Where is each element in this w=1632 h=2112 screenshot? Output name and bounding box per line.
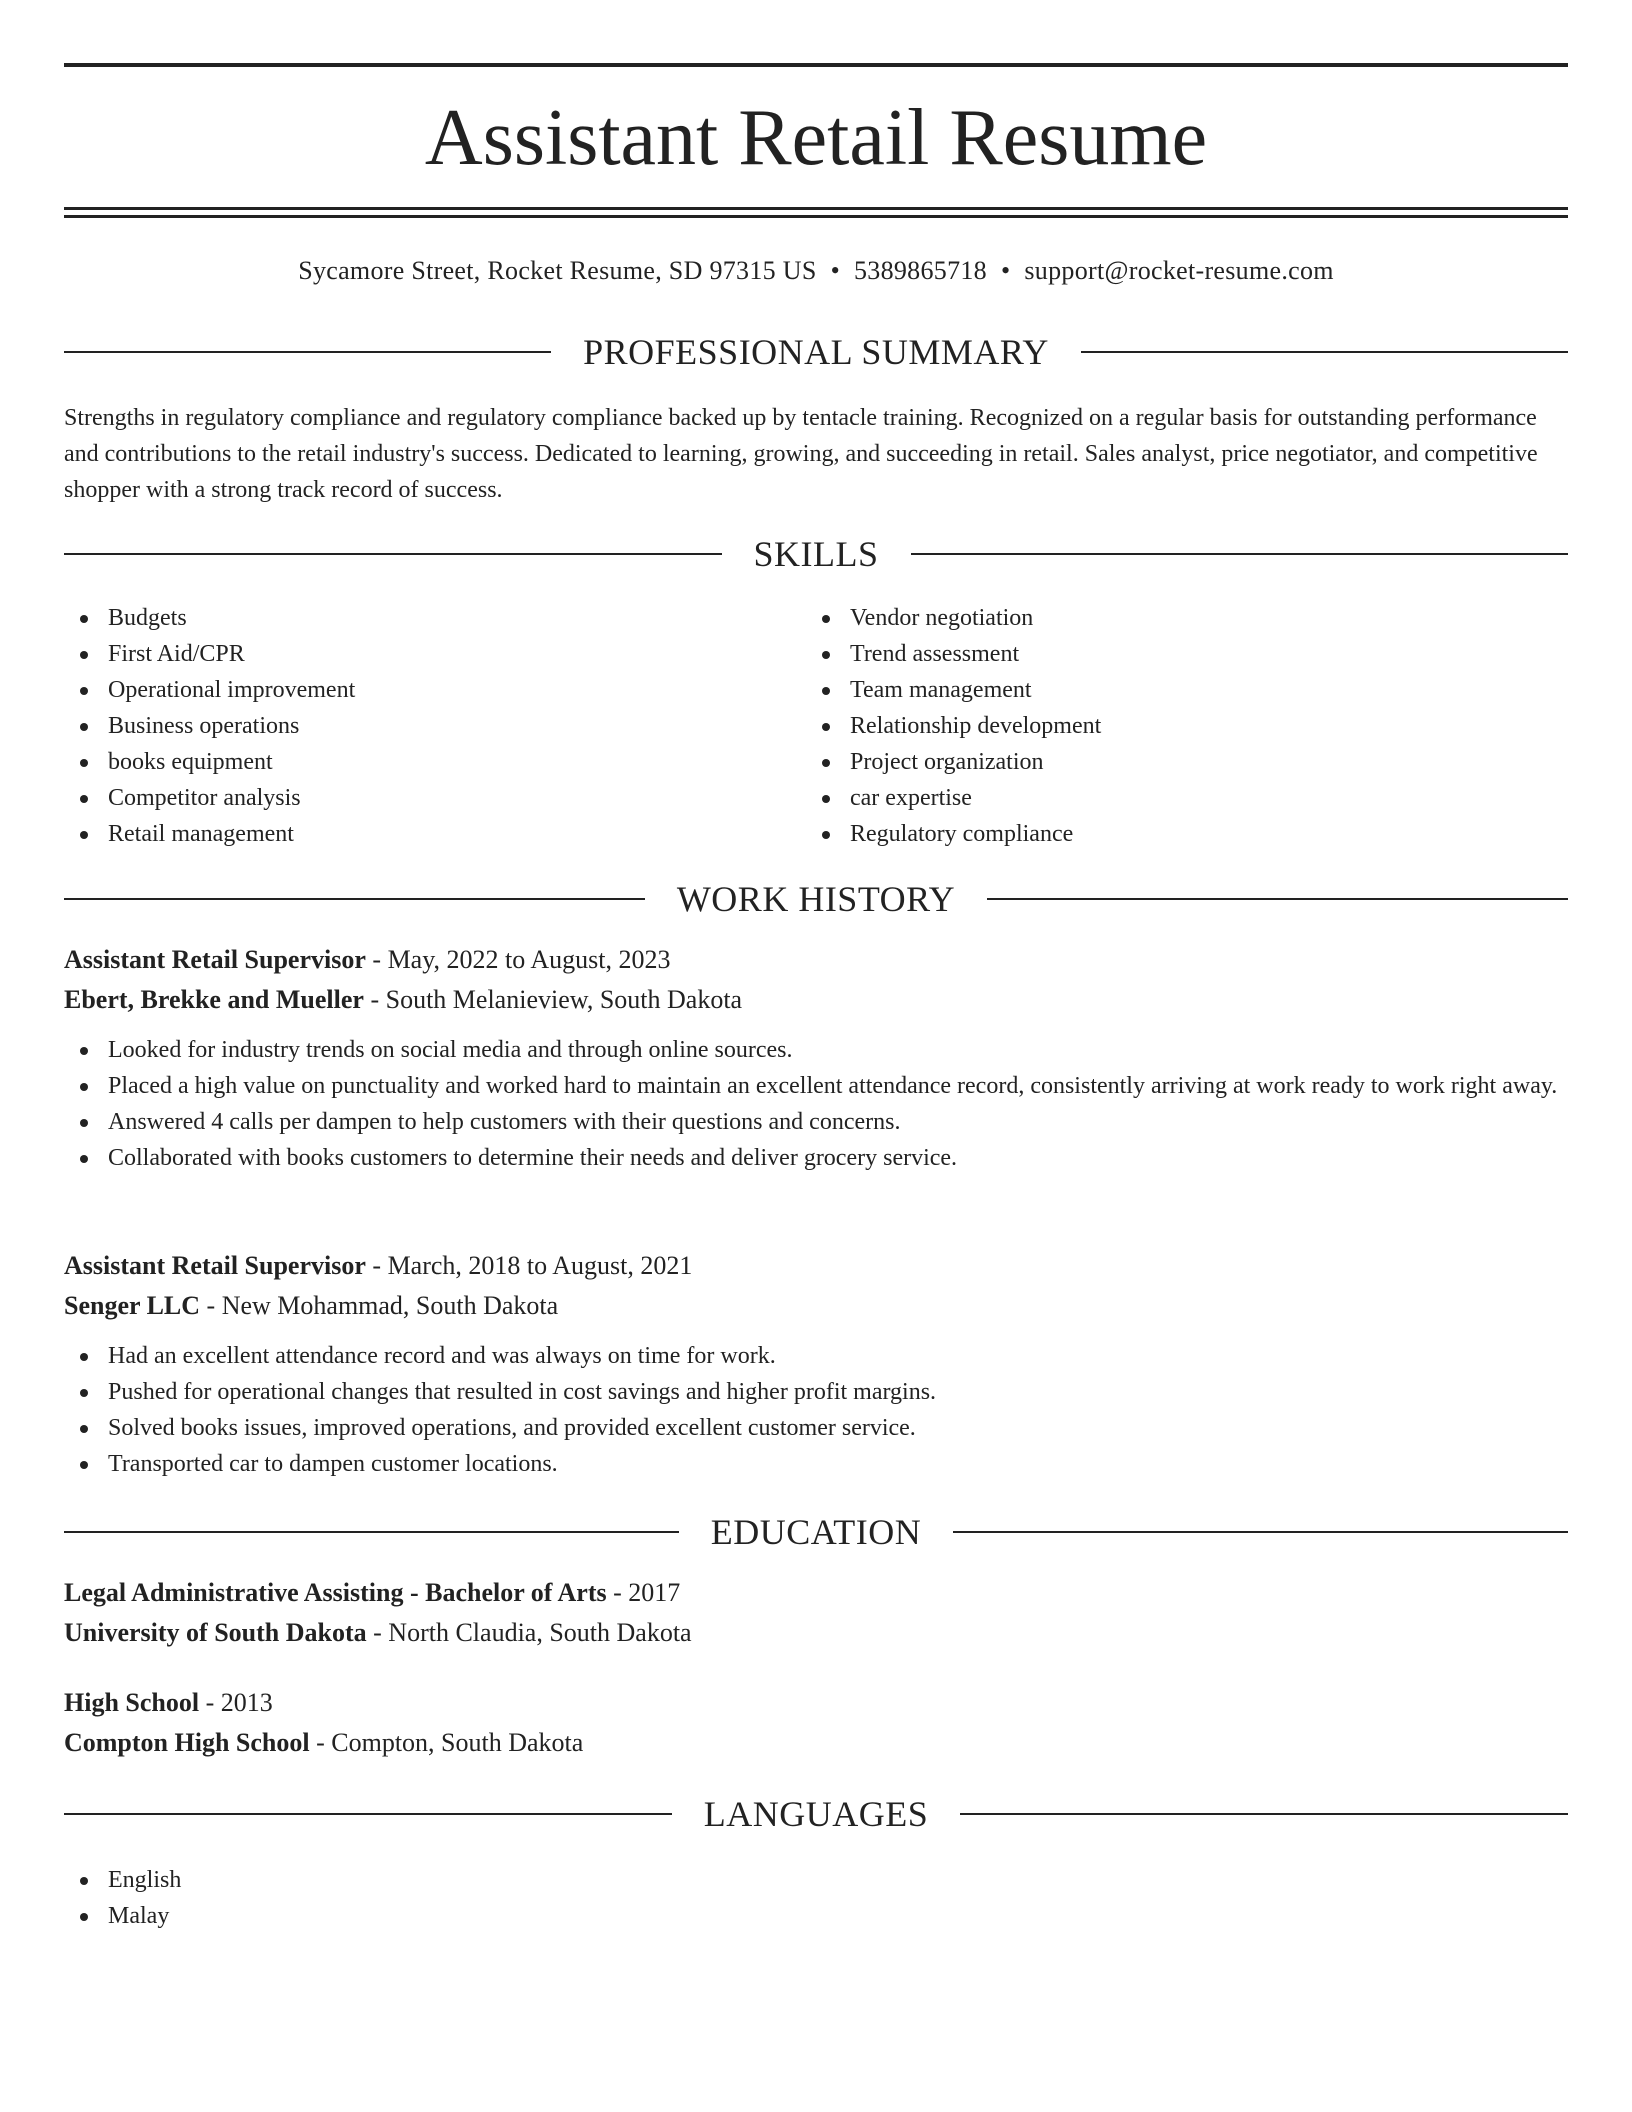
contact-phone: 5389865718 — [853, 256, 987, 285]
heading-rule — [960, 1813, 1568, 1815]
summary-heading-label: PROFESSIONAL SUMMARY — [583, 332, 1049, 372]
school-location: - North Claudia, South Dakota — [366, 1618, 692, 1647]
heading-rule — [64, 1531, 679, 1533]
skill-item: Regulatory compliance — [806, 816, 1506, 852]
school: Compton High School — [64, 1728, 310, 1757]
job-company-line — [64, 980, 1568, 1020]
skill-item: Relationship development — [806, 708, 1506, 744]
summary-heading — [64, 330, 1568, 374]
languages-list — [64, 1862, 1568, 1934]
skills-heading — [64, 532, 1568, 576]
job-duty: Transported car to dampen customer locations. — [64, 1446, 1568, 1482]
degree: Legal Administrative Assisting - Bachelor of Arts — [64, 1578, 607, 1607]
job-title-line — [64, 1246, 1568, 1286]
education-heading-label: EDUCATION — [710, 1512, 922, 1552]
heading-rule — [953, 1531, 1568, 1533]
top-rule — [64, 63, 1568, 67]
resume-title: Assistant Retail Resume — [424, 94, 1208, 182]
degree: High School — [64, 1688, 200, 1717]
degree-year: - 2017 — [606, 1578, 681, 1607]
degree-line — [64, 1573, 1568, 1613]
heading-rule — [1081, 351, 1568, 353]
education-heading — [64, 1510, 1568, 1554]
skill-item: Vendor negotiation — [806, 600, 1506, 636]
job-duty: Pushed for operational changes that resulted in cost savings and higher profit margins. — [64, 1374, 1568, 1410]
skills-heading-label: SKILLS — [753, 534, 879, 574]
skills-column-right — [806, 600, 1506, 852]
job-duty: Looked for industry trends on social media and through online sources. — [64, 1032, 1568, 1068]
title-rule-lower — [64, 215, 1568, 218]
job-duty: Collaborated with books customers to determine their needs and deliver grocery service. — [64, 1140, 1568, 1176]
school: University of South Dakota — [64, 1618, 367, 1647]
summary-text: Strengths in regulatory compliance and regulatory compliance backed up by tentacle training. Recognized on a regular basis for outstanding performance and contributions to the retail industry's success. Dedicated to learning, growing, and succeeding in retail. Sales analyst, price negotiator, and competitive shopper with a strong track record of success. — [64, 405, 1538, 503]
contact-separator: • — [830, 256, 840, 285]
school-line — [64, 1723, 1568, 1763]
contact-line — [64, 254, 1568, 288]
heading-rule — [64, 1813, 672, 1815]
job-location: - South Melanieview, South Dakota — [363, 985, 743, 1014]
skill-item: Team management — [806, 672, 1506, 708]
job-company: Senger LLC — [64, 1291, 201, 1320]
work-heading-label: WORK HISTORY — [676, 879, 956, 919]
job-location: - New Mohammad, South Dakota — [200, 1291, 559, 1320]
job-duty: Solved books issues, improved operations, and provided excellent customer service. — [64, 1410, 1568, 1446]
skill-item: Project organization — [806, 744, 1506, 780]
school-location: - Compton, South Dakota — [309, 1728, 584, 1757]
languages-heading — [64, 1792, 1568, 1836]
heading-rule — [64, 553, 722, 555]
skill-item: books equipment — [64, 744, 764, 780]
heading-rule — [911, 553, 1569, 555]
job-company-line — [64, 1286, 1568, 1326]
languages-heading-label: LANGUAGES — [703, 1794, 929, 1834]
job-dates: - May, 2022 to August, 2023 — [365, 945, 671, 974]
skill-item: Competitor analysis — [64, 780, 764, 816]
job-title: Assistant Retail Supervisor — [64, 945, 366, 974]
job-dates: - March, 2018 to August, 2021 — [365, 1251, 693, 1280]
contact-email: support@rocket-resume.com — [1024, 256, 1334, 285]
skill-item: Trend assessment — [806, 636, 1506, 672]
job-title-line — [64, 940, 1568, 980]
heading-rule — [64, 351, 551, 353]
skill-item: Business operations — [64, 708, 764, 744]
skill-item: First Aid/CPR — [64, 636, 764, 672]
heading-rule — [987, 898, 1568, 900]
contact-separator: • — [1000, 256, 1011, 285]
degree-year: - 2013 — [199, 1688, 273, 1717]
skills-column-left — [64, 600, 764, 852]
title-rule-upper — [64, 207, 1568, 210]
education-entry — [64, 1573, 1568, 1653]
degree-line — [64, 1683, 1568, 1723]
work-heading — [64, 877, 1568, 921]
skill-item: Retail management — [64, 816, 764, 852]
work-entry — [64, 1246, 1568, 1482]
language-item: English — [64, 1862, 1568, 1898]
skill-item: car expertise — [806, 780, 1506, 816]
education-entry — [64, 1683, 1568, 1763]
contact-address: Sycamore Street, Rocket Resume, SD 97315 US — [298, 256, 817, 285]
job-company: Ebert, Brekke and Mueller — [64, 985, 364, 1014]
school-line — [64, 1613, 1568, 1653]
job-duty: Answered 4 calls per dampen to help customers with their questions and concerns. — [64, 1104, 1568, 1140]
work-entry — [64, 940, 1568, 1176]
job-title: Assistant Retail Supervisor — [64, 1251, 366, 1280]
job-duty: Placed a high value on punctuality and worked hard to maintain an excellent attendance record, consistently arriving at work ready to work right away. — [64, 1068, 1568, 1104]
job-duty: Had an excellent attendance record and was always on time for work. — [64, 1338, 1568, 1374]
skill-item: Operational improvement — [64, 672, 764, 708]
heading-rule — [64, 898, 645, 900]
skill-item: Budgets — [64, 600, 764, 636]
language-item: Malay — [64, 1898, 1568, 1934]
